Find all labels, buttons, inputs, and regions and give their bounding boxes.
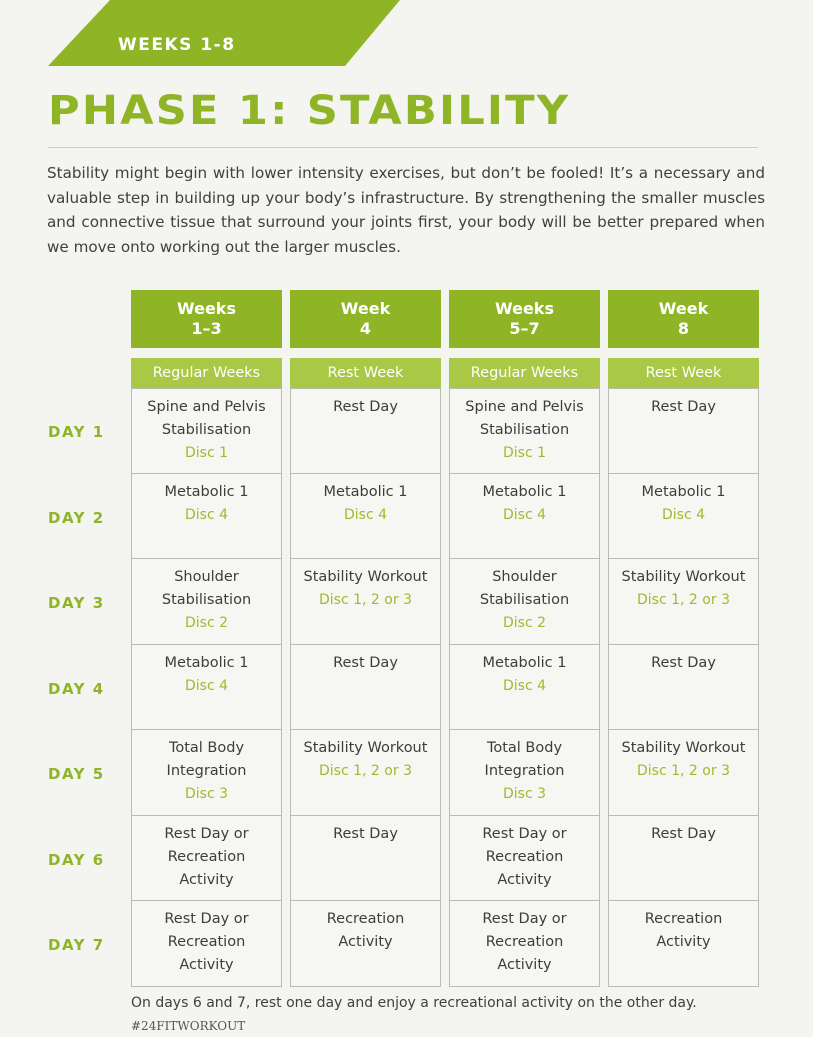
table-cell: [131, 901, 282, 987]
table-cell: [449, 901, 600, 987]
cell-disc-label: Disc 1, 2 or 3: [637, 763, 730, 779]
table-cell: [131, 474, 282, 560]
column-header: [290, 290, 441, 348]
cell-workout-line: Stability Workout: [621, 569, 746, 585]
table-cell: [608, 474, 759, 560]
cell-workout-line: Shoulder: [174, 569, 239, 585]
column-header-line1: Weeks: [177, 299, 236, 318]
hashtag: #24FITWORKOUT: [131, 1019, 246, 1033]
day-label: DAY 6: [48, 850, 105, 869]
banner-text: WEEKS 1-8: [118, 35, 236, 55]
cell-workout-line: Spine and Pelvis: [465, 399, 584, 415]
table-cell: [290, 645, 441, 731]
column-subheader: Rest Week: [290, 358, 441, 388]
cell-workout-line: Metabolic 1: [641, 483, 726, 500]
banner-shape: [0, 0, 813, 66]
intro-paragraph: Stability might begin with lower intensity exercises, but don’t be fooled! It’s a necessary and valuable step in building up your body’s infrastructure. By strengthening the smaller muscles and connective tissue that surround your joints first, your body will be better prepared when we move onto working out the larger muscles.: [47, 164, 765, 256]
header-gap: [290, 348, 441, 358]
cell-workout-line: Activity: [338, 934, 393, 950]
cell-workout-line: Rest Day or: [164, 911, 249, 927]
cell-disc-label: Disc 1: [184, 445, 229, 461]
table-cell: [608, 901, 759, 987]
column-subheader: Rest Week: [608, 358, 759, 388]
cell-workout-line: Recreation: [644, 911, 723, 927]
table-cell: [290, 730, 441, 816]
table-cell: [449, 645, 600, 731]
cell-workout-line: Rest Day or: [164, 825, 249, 842]
table-cell: [449, 730, 600, 816]
table-cell: [131, 645, 282, 731]
cell-workout-line: Rest Day: [651, 399, 716, 415]
cell-workout-line: Spine and Pelvis: [147, 399, 266, 415]
day-label: DAY 3: [48, 594, 105, 612]
cell-disc-label: Disc 1, 2 or 3: [637, 592, 730, 608]
day-label: DAY 2: [48, 508, 105, 527]
table-cell: [131, 730, 282, 816]
table-cell: [131, 816, 282, 902]
cell-workout-line: Recreation: [167, 848, 246, 865]
day-label: DAY 7: [48, 936, 105, 954]
cell-disc-label: Disc 2: [184, 615, 229, 631]
column-header-line2: 1–3: [191, 319, 222, 338]
cell-workout-line: Rest Day or: [482, 911, 567, 927]
cell-workout-line: Integration: [166, 763, 247, 779]
column-header: [449, 290, 600, 348]
cell-workout-line: Stability Workout: [303, 569, 428, 585]
column-subheader: Regular Weeks: [449, 358, 600, 388]
cell-workout-line: Rest Day: [333, 654, 398, 671]
schedule-table: [131, 290, 759, 987]
cell-workout-line: Rest Day or: [482, 825, 567, 842]
table-cell: [449, 559, 600, 645]
column-header-line2: 5–7: [509, 319, 540, 338]
title-divider: [48, 147, 758, 148]
table-cell: [290, 559, 441, 645]
cell-disc-label: Disc 2: [502, 615, 547, 631]
table-cell: [608, 730, 759, 816]
day-label: DAY 5: [48, 765, 105, 783]
day-label: DAY 1: [48, 423, 105, 441]
cell-disc-label: Disc 4: [502, 677, 547, 694]
cell-workout-line: Activity: [656, 934, 711, 950]
cell-workout-line: Stabilisation: [161, 592, 252, 608]
cell-workout-line: Rest Day: [333, 825, 398, 842]
cell-disc-label: Disc 3: [184, 786, 229, 802]
page-title: PHASE 1: STABILITY: [48, 88, 571, 134]
cell-workout-line: Metabolic 1: [482, 483, 567, 500]
column-header-line1: Week: [658, 299, 709, 318]
cell-disc-label: Disc 4: [184, 677, 229, 694]
cell-workout-line: Stabilisation: [479, 592, 570, 608]
cell-disc-label: Disc 4: [184, 506, 229, 523]
table-cell: [449, 474, 600, 560]
cell-disc-label: Disc 4: [502, 506, 547, 523]
table-cell: [290, 816, 441, 902]
cell-disc-label: Disc 3: [502, 786, 547, 802]
cell-workout-line: Recreation: [326, 911, 405, 927]
cell-disc-label: Disc 4: [343, 506, 388, 523]
table-cell: [290, 901, 441, 987]
cell-workout-line: Recreation: [167, 934, 246, 950]
table-cell: [449, 816, 600, 902]
table-cell: [608, 816, 759, 902]
cell-workout-line: Shoulder: [492, 569, 557, 585]
column-header-line2: 8: [677, 319, 690, 338]
header-gap: [131, 348, 282, 358]
column-header-line2: 4: [359, 319, 372, 338]
table-cell: [449, 388, 600, 474]
cell-workout-line: Recreation: [485, 934, 564, 950]
column-subheader: Regular Weeks: [131, 358, 282, 388]
weeks-banner: [0, 0, 813, 66]
cell-workout-line: Stability Workout: [303, 740, 428, 756]
cell-disc-label: Disc 1, 2 or 3: [319, 763, 412, 779]
cell-workout-line: Stabilisation: [479, 422, 570, 438]
column-header-line1: Week: [340, 299, 391, 318]
cell-workout-line: Metabolic 1: [164, 654, 249, 671]
cell-workout-line: Rest Day: [651, 654, 716, 671]
cell-workout-line: Stabilisation: [161, 422, 252, 438]
column-header-line1: Weeks: [495, 299, 554, 318]
cell-workout-line: Total Body: [168, 740, 245, 756]
cell-disc-label: Disc 4: [661, 506, 706, 523]
cell-workout-line: Rest Day: [333, 399, 398, 415]
table-cell: [608, 645, 759, 731]
cell-workout-line: Metabolic 1: [164, 483, 249, 500]
cell-workout-line: Recreation: [485, 848, 564, 865]
cell-workout-line: Total Body: [486, 740, 563, 756]
cell-workout-line: Activity: [179, 957, 234, 973]
header-gap: [449, 348, 600, 358]
cell-workout-line: Stability Workout: [621, 740, 746, 756]
table-cell: [290, 388, 441, 474]
cell-workout-line: Rest Day: [651, 825, 716, 842]
table-cell: [131, 559, 282, 645]
cell-workout-line: Metabolic 1: [323, 483, 408, 500]
cell-disc-label: Disc 1: [502, 445, 547, 461]
table-cell: [131, 388, 282, 474]
cell-workout-line: Activity: [179, 871, 234, 888]
cell-disc-label: Disc 1, 2 or 3: [319, 592, 412, 608]
table-cell: [290, 474, 441, 560]
cell-workout-line: Metabolic 1: [482, 654, 567, 671]
footnote: On days 6 and 7, rest one day and enjoy a recreational activity on the other day.: [131, 995, 697, 1011]
column-header: [131, 290, 282, 348]
header-gap: [608, 348, 759, 358]
cell-workout-line: Activity: [497, 957, 552, 973]
table-cell: [608, 388, 759, 474]
cell-workout-line: Activity: [497, 871, 552, 888]
cell-workout-line: Integration: [484, 763, 565, 779]
column-header: [608, 290, 759, 348]
table-cell: [608, 559, 759, 645]
day-label: DAY 4: [48, 679, 105, 698]
